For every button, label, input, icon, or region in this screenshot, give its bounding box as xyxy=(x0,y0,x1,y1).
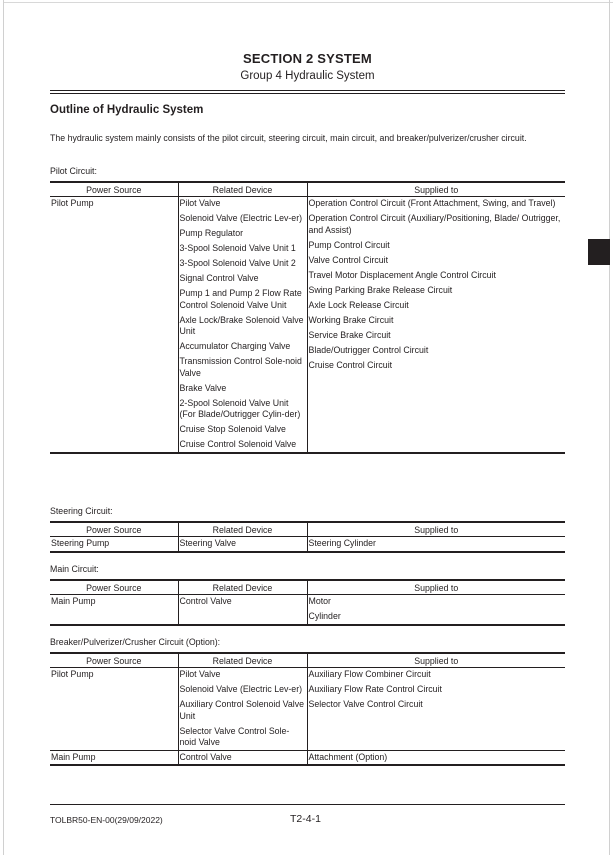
column-header-power-source: Power Source xyxy=(86,655,142,666)
power-source: Main Pump xyxy=(51,751,96,762)
header-divider xyxy=(50,90,565,94)
column-header-supplied-to: Supplied to xyxy=(307,580,565,595)
related-device-cell xyxy=(178,595,307,625)
power-source-cell xyxy=(50,537,178,552)
column-header-power-source: Power Source xyxy=(86,524,142,535)
related-device: Cruise Control Solenoid Valve xyxy=(179,439,297,449)
supplied-to-item: Valve Control Circuit xyxy=(308,254,389,265)
supplied-to-item: Selector Valve Control Circuit xyxy=(308,699,423,709)
page-border-right xyxy=(609,0,610,855)
table-row xyxy=(50,595,565,625)
supplied-to-item: Axle Lock Release Circuit xyxy=(308,299,409,310)
related-device: Pump Regulator xyxy=(179,228,244,238)
breaker-circuit-table xyxy=(50,652,565,766)
related-device: Brake Valve xyxy=(179,382,227,393)
power-source: Steering Pump xyxy=(51,538,110,548)
power-source: Main Pump xyxy=(51,596,96,606)
document-code: TOLBR50-EN-00(29/09/2022) xyxy=(50,815,163,825)
related-device: 3-Spool Solenoid Valve Unit 1 xyxy=(179,243,296,253)
table-row xyxy=(50,750,565,765)
supplied-to-cell xyxy=(307,668,565,751)
supplied-to-item: Travel Motor Displacement Angle Control Circuit xyxy=(308,269,496,280)
related-device: Steering Valve xyxy=(179,538,237,548)
page-number: T2-4-1 xyxy=(290,813,321,825)
supplied-to-item: Cruise Control Circuit xyxy=(308,359,393,370)
related-device: Pilot Valve xyxy=(179,669,221,679)
supplied-to-cell xyxy=(307,750,565,765)
power-source-cell xyxy=(50,668,178,751)
supplied-to-item: Operation Control Circuit (Auxiliary/Positioning, Blade/ Outrigger, and Assist) xyxy=(308,213,561,235)
supplied-to-item: Motor xyxy=(308,596,331,606)
power-source-cell xyxy=(50,595,178,625)
table-row xyxy=(50,668,565,751)
column-header-supplied-to: Supplied to xyxy=(307,182,565,197)
steering-circuit-table xyxy=(50,521,565,553)
page-border-top xyxy=(3,2,613,3)
pilot-circuit-caption: Pilot Circuit: xyxy=(50,166,97,176)
outline-heading: Outline of Hydraulic System xyxy=(50,104,204,116)
table-header-row xyxy=(50,580,565,595)
page-border-left xyxy=(3,0,4,855)
supplied-to-item: Working Brake Circuit xyxy=(308,314,394,325)
intro-paragraph: The hydraulic system mainly consists of the pilot circuit, steering circuit, main circuit, and breaker/pulverizer/crusher circuit. xyxy=(50,133,527,143)
supplied-to-item: Service Brake Circuit xyxy=(308,329,391,340)
table-header-row xyxy=(50,182,565,197)
power-source: Pilot Pump xyxy=(51,198,94,208)
related-device: Control Valve xyxy=(179,596,232,606)
related-device: 3-Spool Solenoid Valve Unit 2 xyxy=(179,258,296,268)
related-device: Pilot Valve xyxy=(179,198,221,208)
related-device-cell xyxy=(178,750,307,765)
column-header-related-device: Related Device xyxy=(178,580,307,595)
main-circuit-table xyxy=(50,579,565,626)
column-header-related-device: Related Device xyxy=(178,653,307,668)
section-title: SECTION 2 SYSTEM xyxy=(243,51,372,66)
breaker-circuit-caption: Breaker/Pulverizer/Crusher Circuit (Option): xyxy=(50,637,221,647)
supplied-to-item: Blade/Outrigger Control Circuit xyxy=(308,344,429,355)
table-header-row xyxy=(50,522,565,537)
steering-circuit-caption: Steering Circuit: xyxy=(50,506,113,516)
column-header-supplied-to: Supplied to xyxy=(307,653,565,668)
footer-divider xyxy=(50,804,565,805)
related-device-cell xyxy=(178,668,307,751)
related-device: Control Valve xyxy=(179,751,232,762)
related-device: Cruise Stop Solenoid Valve xyxy=(179,424,286,434)
column-header-related-device: Related Device xyxy=(178,182,307,197)
supplied-to-item: Swing Parking Brake Release Circuit xyxy=(308,284,453,295)
related-device-cell xyxy=(178,197,307,453)
group-title: Group 4 Hydraulic System xyxy=(240,70,375,82)
related-device: Solenoid Valve (Electric Lev-er) xyxy=(179,684,303,694)
related-device: Auxiliary Control Solenoid Valve Unit xyxy=(179,699,305,721)
supplied-to-item: Pump Control Circuit xyxy=(308,239,390,250)
supplied-to-cell xyxy=(307,197,565,453)
power-source: Pilot Pump xyxy=(51,669,94,679)
related-device: Pump 1 and Pump 2 Flow Rate Control Solenoid Valve Unit xyxy=(179,288,302,310)
column-header-supplied-to: Supplied to xyxy=(307,522,565,537)
supplied-to-item: Auxiliary Flow Combiner Circuit xyxy=(308,669,431,679)
supplied-to-item: Attachment (Option) xyxy=(308,751,388,762)
power-source-cell xyxy=(50,197,178,453)
section-tab-marker xyxy=(588,239,610,265)
related-device: Selector Valve Control Sole-noid Valve xyxy=(179,725,290,747)
table-row xyxy=(50,537,565,552)
related-device-cell xyxy=(178,537,307,552)
column-header-power-source: Power Source xyxy=(86,582,142,593)
supplied-to-item: Operation Control Circuit (Front Attachment, Swing, and Travel) xyxy=(308,198,556,208)
table-header-row xyxy=(50,653,565,668)
pilot-circuit-table xyxy=(50,181,565,454)
supplied-to-cell xyxy=(307,537,565,552)
supplied-to-item: Cylinder xyxy=(308,611,341,621)
power-source-cell xyxy=(50,750,178,765)
table-row xyxy=(50,197,565,453)
supplied-to-item: Auxiliary Flow Rate Control Circuit xyxy=(308,684,442,694)
related-device: 2-Spool Solenoid Valve Unit (For Blade/Outrigger Cylin-der) xyxy=(179,397,301,419)
related-device: Accumulator Charging Valve xyxy=(179,341,291,351)
related-device: Solenoid Valve (Electric Lev-er) xyxy=(179,213,303,223)
related-device: Transmission Control Sole-noid Valve xyxy=(179,356,302,378)
related-device: Axle Lock/Brake Solenoid Valve Unit xyxy=(179,314,304,336)
supplied-to-cell xyxy=(307,595,565,625)
related-device: Signal Control Valve xyxy=(179,273,259,283)
column-header-power-source: Power Source xyxy=(86,184,142,195)
supplied-to-item: Steering Cylinder xyxy=(308,538,376,548)
main-circuit-caption: Main Circuit: xyxy=(50,564,99,574)
column-header-related-device: Related Device xyxy=(178,522,307,537)
